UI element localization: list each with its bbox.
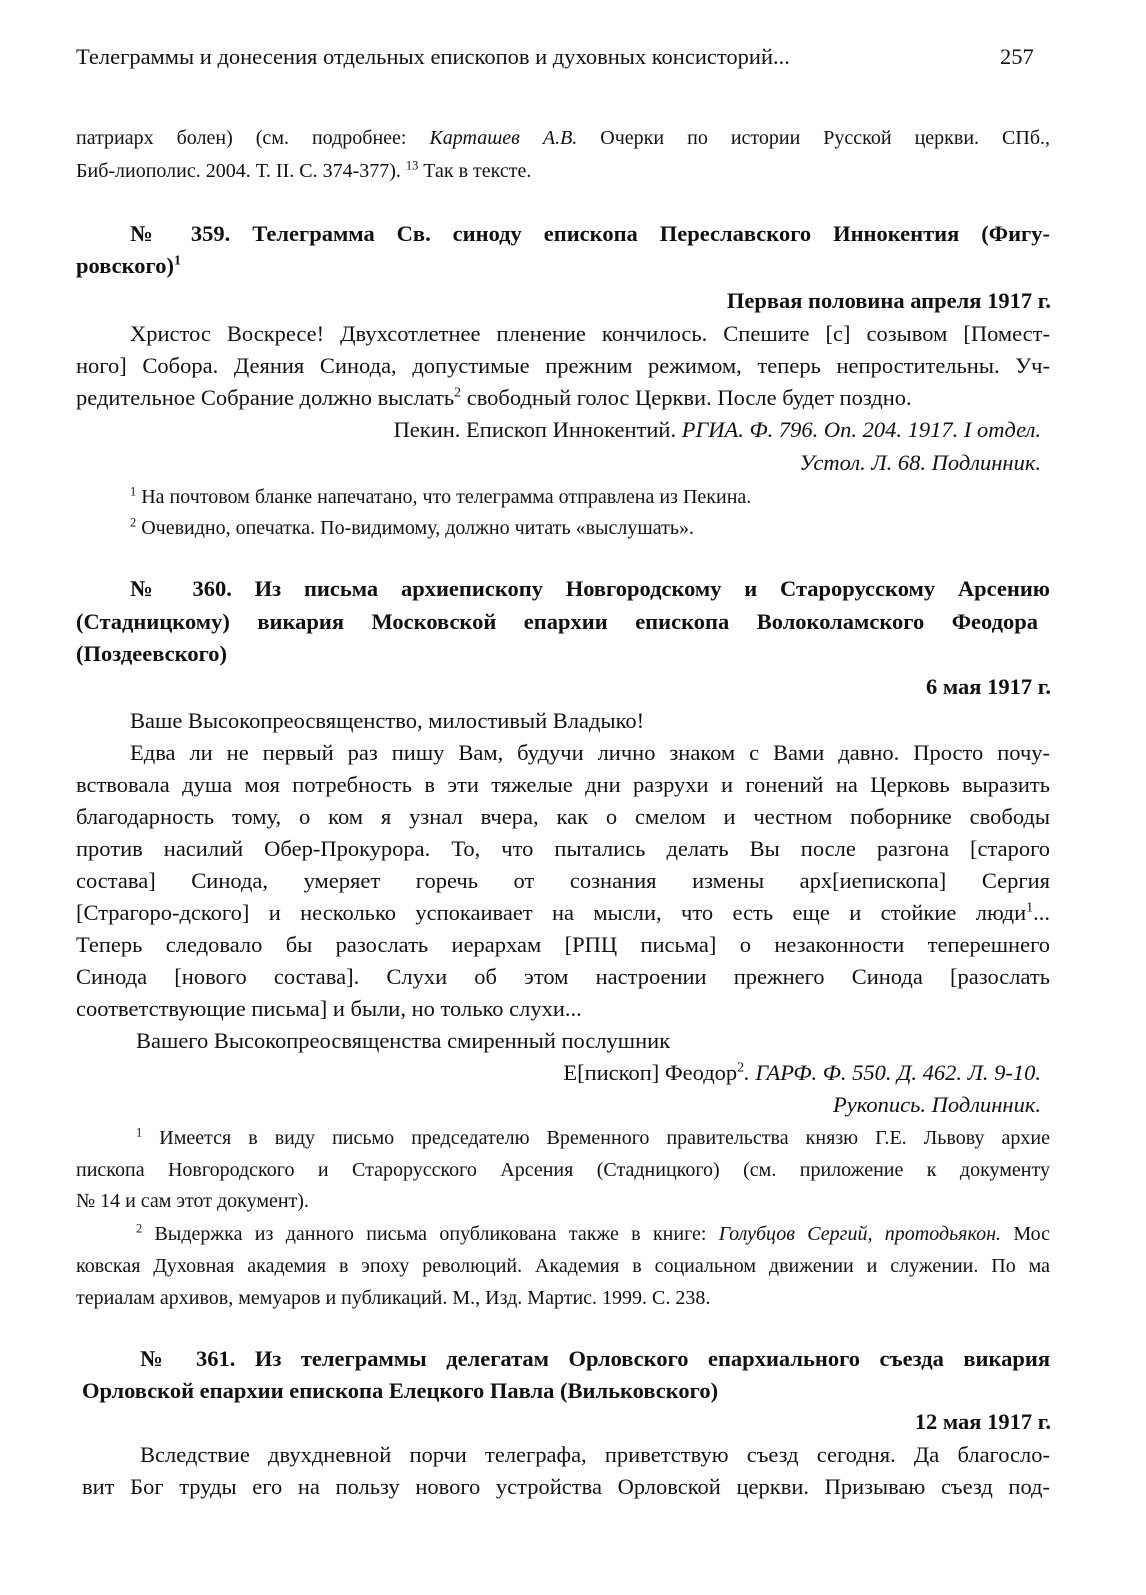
doc360-text-line: Теперь следовало бы разослать иерархам [РПЦ письма] о незаконности теперешнего [76,932,1050,957]
doc359-text-line: редительное Собрание должно выслать$^2$ свободный голос Церкви. После будет поздно. [76,385,912,410]
doc359-footnote: $^2$ Очевидно, опечатка. По-видимому, должно читать «выслушать». [130,515,694,539]
doc360-heading: (Стадницкому) викария Московской епархии епископа Волоколамского Феодора [76,609,1038,634]
doc359-signature: Пекин. Епископ Иннокентий. РГИА. Ф. 796. Оп. 204. 1917. I отдел. [393,417,1041,442]
doc360-signature: Е[пископ] Феодор$^2$. ГАРФ. Ф. 550. Д. 462. Л. 9-10. [563,1060,1041,1085]
doc360-closing: Вашего Высокопреосвященства смиренный послушник [136,1028,671,1053]
doc360-footnote-line: ковская Духовная академия в эпоху революций. Академия в социальном движении и служении. По ма [76,1255,1050,1277]
carryover-note-line: Биб-лиополис. 2004. Т. II. С. 374-377). $^{13}$ Так в тексте. [76,158,532,182]
doc361-text-line: Вследствие двухдневной порчи телеграфа, приветствую съезд сегодня. Да благосло- [140,1442,1050,1467]
doc359-heading: № 359. Телеграмма Св. синоду епископа Переславского Иннокентия (Фигу- [130,221,1050,246]
doc359-archive-source: Устол. Л. 68. Подлинник. [799,450,1041,475]
doc360-text-line: Едва ли не первый раз пишу Вам, будучи лично знаком с Вами давно. Просто почу- [130,740,1050,765]
page-number: 257 [1000,44,1034,69]
doc360-footnote: $^2$ Выдержка из данного письма опубликована также в книге: Голубцов Сергий, протодьякон. Мос [136,1221,1050,1245]
doc361-heading: Орловской епархии епископа Елецкого Павла (Вильковского) [82,1378,719,1403]
doc361-text-line: вит Бог труды его на пользу нового устройства Орловской церкви. Призываю съезд под- [82,1474,1050,1499]
doc360-salutation: Ваше Высокопреосвященство, милостивый Владыко! [130,708,645,733]
doc360-text-line: вствовала душа моя потребность в эти тяжелые дни разрухи и гонений на Церковь выразить [76,772,1050,797]
doc360-footnote-line: № 14 и сам этот документ). [76,1190,309,1212]
doc360-heading: (Поздеевского) [76,641,227,666]
doc360-footnote-line: териалам архивов, мемуаров и публикаций. М., Изд. Мартис. 1999. С. 238. [76,1287,711,1309]
running-header-title: Телеграммы и донесения отдельных епископов и духовных консисторий... [76,44,790,69]
doc361-date: 12 мая 1917 г. [914,1409,1051,1434]
doc360-date: 6 мая 1917 г. [925,674,1051,699]
doc360-text-line: против насилий Обер-Прокурора. То, что пытались делать Вы после разгона [старого [76,836,1050,861]
doc359-date: Первая половина апреля 1917 г. [726,288,1051,313]
doc359-text-line: Христос Воскресе! Двухсотлетнее пленение кончилось. Спешите [с] созывом [Помест- [130,321,1050,346]
doc360-heading: № 360. Из письма архиепископу Новгородскому и Старорусскому Арсению [130,576,1050,601]
doc360-footnote: $^1$ Имеется в виду письмо председателю Временного правительства князю Г.Е. Львову архие [136,1125,1050,1149]
doc359-footnote: $^1$ На почтовом бланке напечатано, что телеграмма отправлена из Пекина. [130,484,752,508]
doc360-text-line: состава] Синода, умеряет горечь от сознания измены арх[иепископа] Сергия [76,868,1050,893]
doc360-footnote-line: пископа Новгородского и Старорусского Арсения (Стадницкого) (см. приложение к документу [76,1159,1050,1181]
doc359-text-line: ного] Собора. Деяния Синода, допустимые прежним режимом, теперь непростительны. Уч- [76,353,1050,378]
doc359-heading: ровского)$^1$ [76,253,181,278]
doc361-heading: № 361. Из телеграммы делегатам Орловского епархиального съезда викария [140,1346,1050,1371]
doc360-text-line: соответствующие письма] и были, но только слухи... [76,996,582,1021]
doc360-text-line: благодарность тому, о ком я узнал вчера, как о смелом и честном поборнике свободы [76,804,1050,829]
doc360-text-line: [Страгоро-дского] и несколько успокаивает на мысли, что есть еще и стойкие люди$^1$... [76,900,1050,925]
doc360-archive-source: Рукопись. Подлинник. [833,1092,1041,1117]
carryover-note-line: патриарх болен) (см. подробнее: Карташев А.В. Очерки по истории Русской церкви. СПб., [76,127,1050,149]
doc360-text-line: Синода [нового состава]. Слухи об этом настроении прежнего Синода [разослать [76,964,1050,989]
